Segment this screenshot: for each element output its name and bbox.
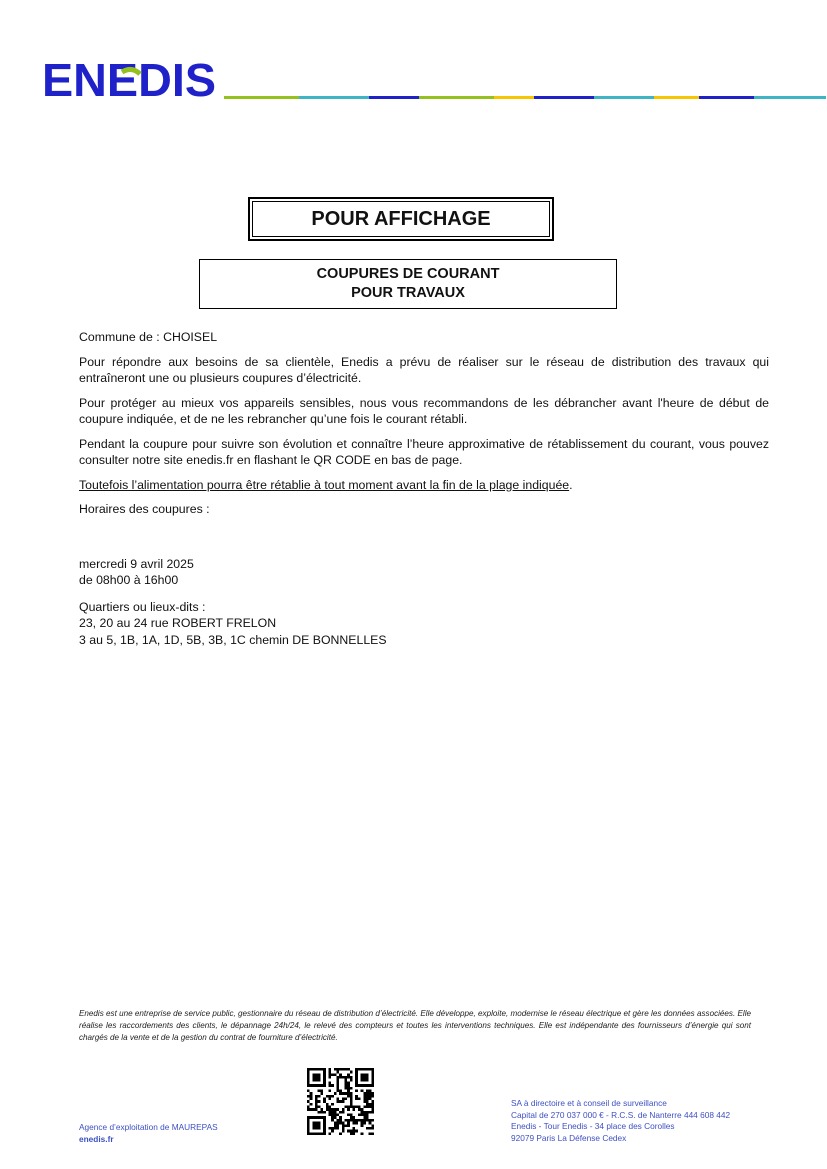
company-line-4: 92079 Paris La Défense Cedex xyxy=(511,1132,627,1143)
paragraph-intro: Pour répondre aux besoins de sa clientèle, Enedis a prévu de réaliser sur le réseau de distribution des travaux qui entraîneront une ou plusieurs coupures d’électricité. xyxy=(79,354,769,385)
warning-text: Toutefois l’alimentation pourra être rétablie à tout moment avant la fin de la plage indiquée xyxy=(79,477,570,492)
svg-text:ENEDIS: ENEDIS xyxy=(42,58,216,102)
page-title: POUR AFFICHAGE xyxy=(252,201,550,237)
agency-name: Agence d’exploitation de MAUREPAS xyxy=(79,1122,218,1132)
paragraph-protection: Pour protéger au mieux vos appareils sensibles, nous vous recommandons de les débrancher avant l'heure de début de coupure indiquée, et de ne les rebrancher qu’une fois le courant rétabli. xyxy=(79,395,769,426)
enedis-logo xyxy=(42,58,218,102)
subtitle-box xyxy=(199,259,617,309)
company-info xyxy=(511,1098,730,1144)
title-box xyxy=(248,197,554,241)
outage-date: mercredi 9 avril 2025 xyxy=(79,556,194,571)
company-line-1: SA à directoire et à conseil de surveillance xyxy=(511,1098,667,1108)
locations xyxy=(79,599,769,649)
warning-end: . xyxy=(569,477,573,492)
subtitle-line-2: POUR TRAVAUX xyxy=(351,285,465,301)
outage-hours: de 08h00 à 16h00 xyxy=(79,573,179,587)
warning-paragraph xyxy=(79,477,769,494)
paragraph-tracking: Pendant la coupure pour suivre son évolution et connaître l’heure approximative de rétablissement du courant, vous pouvez consulter notre site enedis.fr en flashant le QR CODE en bas de page. xyxy=(79,436,769,467)
agency-block xyxy=(79,1122,218,1145)
notice-body xyxy=(79,329,769,658)
company-line-2: Capital de 270 037 000 € - R.C.S. de Nanterre 444 608 442 xyxy=(511,1109,731,1120)
header-stripe xyxy=(224,96,826,99)
schedule xyxy=(79,556,769,589)
website-link[interactable]: enedis.fr xyxy=(79,1133,114,1144)
qr-code-icon[interactable] xyxy=(307,1068,374,1135)
legal-notice: Enedis est une entreprise de service public, gestionnaire du réseau de distribution d’électricité. Elle développe, exploite, modernise le réseau électrique et gère les données associées. Elle réalise les raccordements des clients, le dépannage 24h/24, le relevé des compteurs et toutes les interventions techniques. Elle est indépendante des fournisseurs d’énergie qui sont chargés de la vente et de la gestion du contrat de fourniture d’électricité. xyxy=(79,1009,751,1042)
address-1: 23, 20 au 24 rue ROBERT FRELON xyxy=(79,616,277,630)
subtitle-line-1: COUPURES DE COURANT xyxy=(316,266,500,282)
commune: Commune de : CHOISEL xyxy=(79,330,218,344)
company-line-3: Enedis - Tour Enedis - 34 place des Corolles xyxy=(511,1121,675,1131)
address-2: 3 au 5, 1B, 1A, 1D, 5B, 3B, 1C chemin DE BONNELLES xyxy=(79,632,387,647)
horaires-label: Horaires des coupures : xyxy=(79,502,210,516)
quartiers-label: Quartiers ou lieux-dits : xyxy=(79,599,206,614)
